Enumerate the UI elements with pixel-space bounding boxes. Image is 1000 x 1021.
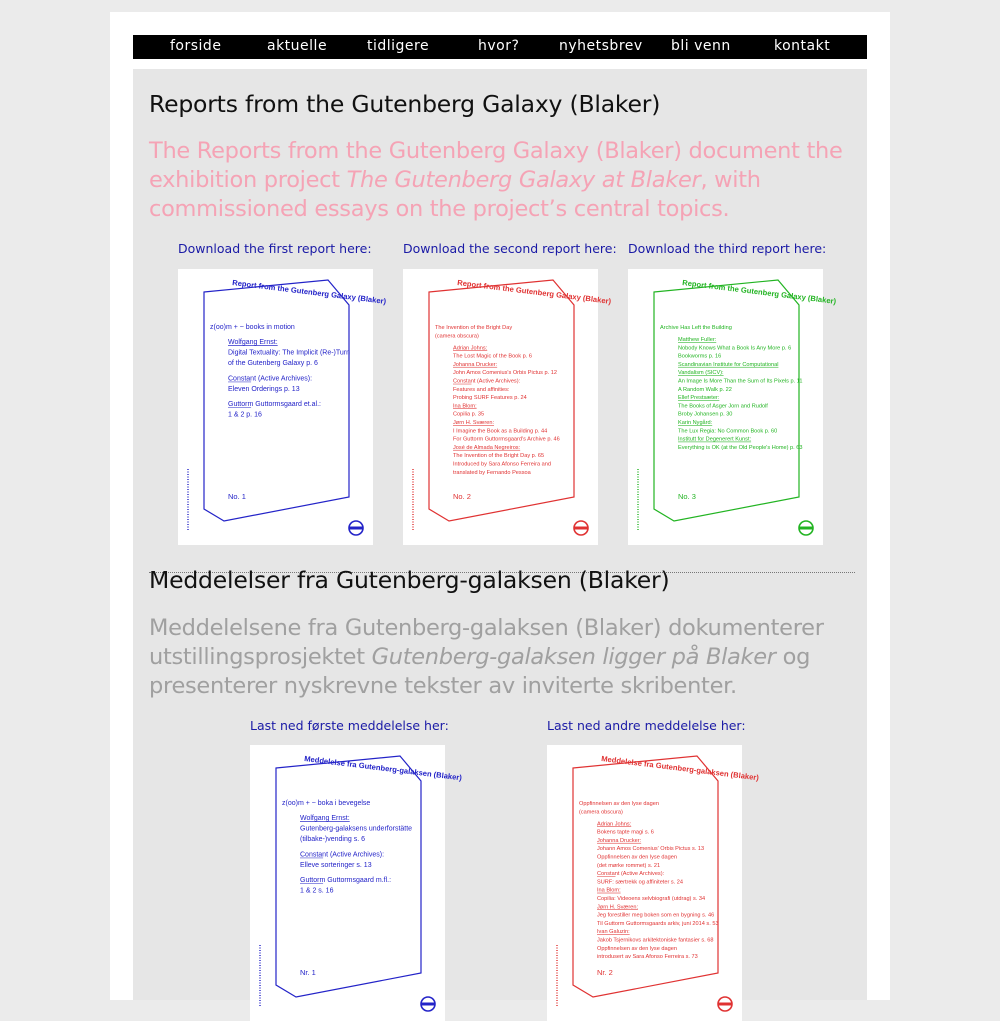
nav-item-bli-venn[interactable]: bli venn xyxy=(671,38,731,54)
cover-contents-line: Constant (Active Archives): xyxy=(300,851,385,859)
cover-issue-number: No. 2 xyxy=(453,492,471,501)
cover-logo-bar xyxy=(799,527,813,530)
english-intro-text: The Reports from the Gutenberg Galaxy (Blaker) document the exhibition project xyxy=(149,138,843,193)
cover-illustration xyxy=(250,745,463,1021)
cover-frame xyxy=(654,280,799,521)
cover-contents-line: Copilia p. 35 xyxy=(453,411,485,418)
cover-contents-line: I Imagine the Book as a Building p. 44 xyxy=(453,428,548,435)
cover-contents-line: SURF: særtrekk og affiniteter s. 24 xyxy=(597,879,684,886)
cover-contents-line: Matthew Fuller: xyxy=(678,337,717,344)
cover-contents-line: Wolfgang Ernst: xyxy=(300,815,350,823)
cover-contents-line: José de Almada Negreiros: xyxy=(453,444,521,451)
cover-contents-line: Oppfinnelsen av den lyse dagen xyxy=(597,945,677,952)
nav-item-forside[interactable]: forside xyxy=(170,38,222,54)
cover-issue-number: Nr. 1 xyxy=(300,968,316,977)
cover-contents-line: Ellef Prestsæter: xyxy=(678,395,720,402)
download-second-report-link[interactable]: Download the second report here: xyxy=(403,241,617,256)
cover-title: Meddelelse fra Gutenberg-galaksen (Blaker) xyxy=(303,754,463,783)
cover-contents-line: A Random Walk p. 22 xyxy=(678,386,732,393)
cover-contents-line: Ivan Galuzin: xyxy=(597,929,630,936)
meddelelse-2-cover[interactable] xyxy=(547,745,760,1021)
cover-contents-line: Nobody Knows What a Book Is Any More p. 6 xyxy=(678,345,792,352)
cover-contents-line: Introduced by Sara Afonso Ferreira and xyxy=(453,461,551,468)
cover-contents-line: Digital Textuality: The Implicit (Re-)Turn xyxy=(228,349,351,357)
cover-contents-line: Copilia: Videoens selvbiografi (utdrag) s. 34 xyxy=(597,896,706,903)
cover-contents-line: 1 & 2 p. 16 xyxy=(228,411,262,419)
cover-contents-line: Jørn H. Sværen: xyxy=(597,904,639,911)
cover-contents-line: Oppfinnelsen av den lyse dagen xyxy=(597,854,677,861)
cover-contents-line: of the Gutenberg Galaxy p. 6 xyxy=(228,360,318,368)
cover-contents-line: 1 & 2 s. 16 xyxy=(300,887,334,895)
cover-contents-line: Jørn H. Sværen: xyxy=(453,420,495,427)
cover-contents-line: Adrian Johns: xyxy=(597,821,632,828)
cover-logo-bar xyxy=(421,1003,435,1006)
cover-contents-line: An Image Is More Than the Sum of Its Pixels p. 11 xyxy=(678,378,803,385)
cover-contents-line: The Books of Asger Jorn and Rudolf xyxy=(678,403,768,410)
cover-contents-line: Constant (Active Archives): xyxy=(597,871,665,878)
cover-contents-line: Vandalism (SICV): xyxy=(678,370,724,377)
cover-contents-line: Guttorm Guttormsgaard m.fl.: xyxy=(300,877,392,885)
download-first-meddelelse-link[interactable]: Last ned første meddelelse her: xyxy=(250,718,449,733)
cover-contents-line: Features and affinities: xyxy=(453,386,510,393)
cover-contents-line: The Invention of the Bright Day xyxy=(435,325,513,331)
cover-contents-line: Ina Blom: xyxy=(453,403,477,410)
cover-contents-line: Elleve sorteringer s. 13 xyxy=(300,861,372,869)
cover-contents-line: introdusert av Sara Afonso Ferreira s. 73 xyxy=(597,954,698,961)
cover-contents-line: Til Guttorm Guttormsgaards arkiv, juni 2014 s. 53 xyxy=(597,920,719,927)
cover-contents-line: Gutenberg-galaksens underforstätte xyxy=(300,825,413,833)
nav-item-nyhetsbrev[interactable]: nyhetsbrev xyxy=(559,38,643,54)
cover-contents-line: The Lux Regia: No Common Book p. 60 xyxy=(678,428,778,435)
cover-contents-line: z(oo)m + ~ boka i bevegelse xyxy=(282,800,371,807)
cover-contents-line: Karin Nygård: xyxy=(678,420,713,427)
cover-contents-line: Guttorm Guttormsgaard et.al.: xyxy=(228,401,321,409)
cover-contents-line: John Amos Comenius's Orbis Pictus p. 12 xyxy=(453,370,557,377)
cover-illustration xyxy=(178,269,387,545)
cover-issue-number: No. 1 xyxy=(228,492,246,501)
download-third-report-link[interactable]: Download the third report here: xyxy=(628,241,827,256)
cover-issue-number: No. 3 xyxy=(678,492,696,501)
download-first-report-link[interactable]: Download the first report here: xyxy=(178,241,372,256)
cover-title: Report from the Gutenberg Galaxy (Blaker) xyxy=(681,278,837,306)
cover-contents-line: Johanna Drucker: xyxy=(453,361,498,368)
meddelelse-1-cover[interactable] xyxy=(250,745,463,1021)
cover-logo-bar xyxy=(574,527,588,530)
norwegian-intro-text-end: og presenterer nyskrevne tekster av inviterte skribenter. xyxy=(149,644,811,699)
cover-contents-line: Ina Blom: xyxy=(597,887,621,894)
nav-item-tidligere[interactable]: tidligere xyxy=(367,38,430,54)
cover-contents-line: Bookworms p. 16 xyxy=(678,353,722,360)
cover-contents-line: (tilbake-)vending s. 6 xyxy=(300,836,365,844)
norwegian-intro xyxy=(149,614,859,701)
page xyxy=(110,12,890,1000)
cover-contents-line: Adrian Johns: xyxy=(453,345,488,352)
norwegian-intro-text: Meddelelsene fra Gutenberg-galaksen (Blaker) dokumenterer utstillingsprosjektet xyxy=(149,615,824,670)
cover-contents-line: Jeg forestiller meg boken som en bygning s. 46 xyxy=(597,912,715,919)
cover-contents-line: Johanna Drucker: xyxy=(597,837,642,844)
download-second-meddelelse-link[interactable]: Last ned andre meddelelse her: xyxy=(547,718,746,733)
cover-contents-line: (camera obscura) xyxy=(579,809,623,816)
cover-contents-line: Bokens tapte magi s. 6 xyxy=(597,829,654,836)
cover-contents-line: The Invention of the Bright Day p. 65 xyxy=(453,453,545,460)
english-intro-text-end: , with commissioned essays on the project’s central topics. xyxy=(149,167,761,222)
english-section-title: Reports from the Gutenberg Galaxy (Blaker) xyxy=(149,90,661,118)
cover-contents-line: Archive Has Left the Building xyxy=(660,325,732,331)
cover-title: Report from the Gutenberg Galaxy (Blaker) xyxy=(456,278,612,306)
english-intro xyxy=(149,137,859,224)
cover-contents-line: Jakob Tsjernikovs arkitektoniske fantasier s. 68 xyxy=(597,937,714,944)
nav-item-aktuelle[interactable]: aktuelle xyxy=(267,38,328,54)
nav-item-kontakt[interactable]: kontakt xyxy=(774,38,831,54)
cover-illustration xyxy=(403,269,612,545)
english-intro-project-title: The Gutenberg Galaxy at Blaker xyxy=(346,167,701,193)
report-2-cover[interactable] xyxy=(403,269,612,545)
cover-contents-line: Broby Johansen p. 30 xyxy=(678,411,733,418)
cover-logo-bar xyxy=(349,527,363,530)
cover-title: Report from the Gutenberg Galaxy (Blaker) xyxy=(231,278,387,306)
norwegian-section-title: Meddelelser fra Gutenberg-galaksen (Blaker) xyxy=(149,566,670,594)
cover-contents-line: Constant (Active Archives): xyxy=(453,378,521,385)
report-3-cover[interactable] xyxy=(628,269,837,545)
cover-contents-line: Johann Amos Comenius' Orbis Pictus s. 13 xyxy=(597,846,705,853)
norwegian-intro-project-title: Gutenberg-galaksen ligger på Blaker xyxy=(371,644,776,670)
cover-contents-line: (camera obscura) xyxy=(435,333,479,340)
cover-contents-line: translated by Fernando Pessoa xyxy=(453,469,531,476)
cover-contents-line: Wolfgang Ernst: xyxy=(228,339,278,347)
cover-contents-line: Scandinavian Institute for Computational xyxy=(678,361,779,368)
cover-illustration xyxy=(547,745,760,1021)
cover-logo-bar xyxy=(718,1003,732,1006)
cover-contents-line: For Guttorm Guttormsgaard's Archive p. 46 xyxy=(453,436,560,443)
cover-title: Meddelelse fra Gutenberg-galaksen (Blaker) xyxy=(600,754,760,783)
cover-contents-line: z(oo)m + ~ books in motion xyxy=(210,324,295,331)
main-content xyxy=(133,69,867,1000)
cover-issue-number: Nr. 2 xyxy=(597,968,613,977)
cover-contents-line: Everything is OK (at the Old People's Home) p. 63 xyxy=(678,444,803,451)
cover-illustration xyxy=(628,269,837,545)
cover-contents-line: The Lost Magic of the Book p. 6 xyxy=(453,353,532,360)
cover-contents-line: Eleven Orderings p. 13 xyxy=(228,385,300,393)
nav-item-hvor[interactable]: hvor? xyxy=(478,38,520,54)
main-nav xyxy=(133,35,867,59)
cover-contents-line: Constant (Active Archives): xyxy=(228,375,313,383)
report-1-cover[interactable] xyxy=(178,269,387,545)
cover-contents-line: (det mørke rommet) s. 21 xyxy=(597,862,661,869)
cover-contents-line: Oppfinnelsen av den lyse dagen xyxy=(579,801,659,807)
cover-contents-line: Institutt for Degenerert Kunst: xyxy=(678,436,752,443)
cover-contents-line: Probing SURF Features p. 24 xyxy=(453,395,527,402)
